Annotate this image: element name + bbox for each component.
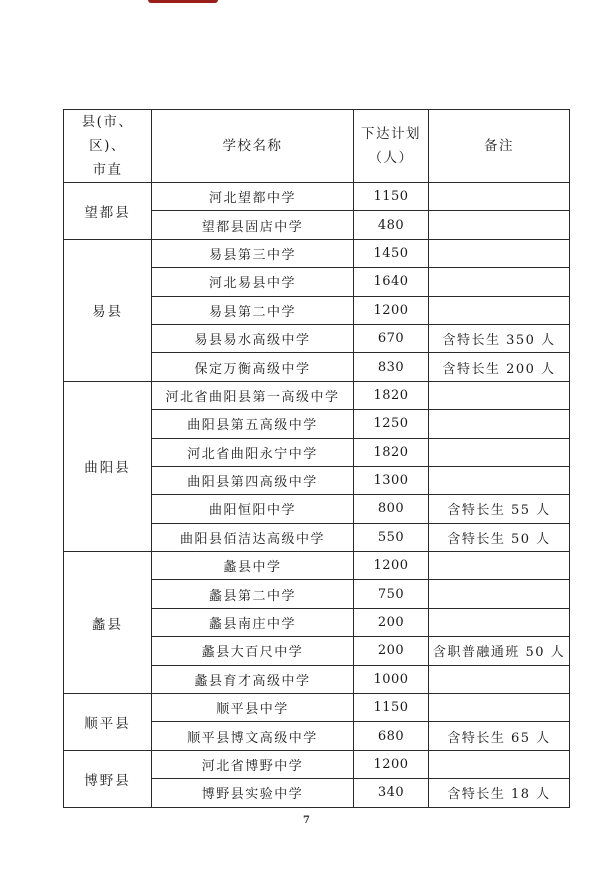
plan-count-cell: 550 [354,523,429,551]
note-cell: 含特长生 55 人 [429,495,570,523]
school-name-cell: 蠡县育才高级中学 [152,665,354,693]
note-cell [429,580,570,608]
note-cell: 含职普融通班 50 人 [429,637,570,665]
school-name-cell: 易县第三中学 [152,239,354,267]
plan-count-cell: 1250 [354,410,429,438]
note-cell [429,466,570,494]
note-cell [429,381,570,409]
note-cell [429,608,570,636]
plan-count-cell: 480 [354,211,429,239]
school-name-cell: 保定万衡高级中学 [152,353,354,381]
school-name-cell: 河北省曲阳县第一高级中学 [152,381,354,409]
table-row [64,381,570,409]
note-cell [429,211,570,239]
plan-count-cell: 1820 [354,381,429,409]
header-plan: 下达计划 （人） [354,110,429,183]
table-row [64,239,570,267]
county-cell: 曲阳县 [64,381,152,551]
enrollment-plan-table-container [63,109,570,808]
plan-count-cell: 1150 [354,183,429,211]
school-name-cell: 曲阳县第四高级中学 [152,466,354,494]
table-row [64,694,570,722]
school-name-cell: 河北易县中学 [152,268,354,296]
table-row [64,552,570,580]
note-cell [429,438,570,466]
county-cell: 望都县 [64,183,152,240]
county-cell: 顺平县 [64,694,152,751]
note-cell [429,239,570,267]
table-body [64,183,570,808]
note-cell [429,183,570,211]
plan-count-cell: 1300 [354,466,429,494]
note-cell: 含特长生 18 人 [429,779,570,807]
plan-count-cell: 1200 [354,750,429,778]
plan-count-cell: 1200 [354,296,429,324]
note-cell: 含特长生 50 人 [429,523,570,551]
county-cell: 易县 [64,239,152,381]
note-cell [429,665,570,693]
school-name-cell: 曲阳县第五高级中学 [152,410,354,438]
school-name-cell: 顺平县博文高级中学 [152,722,354,750]
plan-count-cell: 1640 [354,268,429,296]
school-name-cell: 河北省曲阳永宁中学 [152,438,354,466]
school-name-cell: 蠡县南庄中学 [152,608,354,636]
plan-count-cell: 200 [354,608,429,636]
school-name-cell: 易县易水高级中学 [152,324,354,352]
table-row [64,750,570,778]
table-header-row [64,110,570,183]
plan-count-cell: 340 [354,779,429,807]
school-name-cell: 蠡县中学 [152,552,354,580]
note-cell [429,552,570,580]
county-cell: 博野县 [64,750,152,807]
school-name-cell: 博野县实验中学 [152,779,354,807]
school-name-cell: 望都县固店中学 [152,211,354,239]
header-county: 县(市、区)、 市直 [64,110,152,183]
top-red-bar-decoration [148,0,218,3]
plan-count-cell: 1820 [354,438,429,466]
note-cell: 含特长生 65 人 [429,722,570,750]
note-cell [429,750,570,778]
page-number: 7 [303,815,310,826]
school-name-cell: 河北望都中学 [152,183,354,211]
note-cell [429,410,570,438]
school-name-cell: 蠡县大百尺中学 [152,637,354,665]
school-name-cell: 河北省博野中学 [152,750,354,778]
school-name-cell: 曲阳恒阳中学 [152,495,354,523]
header-note: 备注 [429,110,570,183]
plan-count-cell: 800 [354,495,429,523]
header-school-name: 学校名称 [152,110,354,183]
school-name-cell: 易县第二中学 [152,296,354,324]
note-cell [429,268,570,296]
county-cell: 蠡县 [64,552,152,694]
table-row [64,183,570,211]
school-name-cell: 蠡县第二中学 [152,580,354,608]
school-name-cell: 顺平县中学 [152,694,354,722]
plan-count-cell: 750 [354,580,429,608]
plan-count-cell: 670 [354,324,429,352]
plan-count-cell: 200 [354,637,429,665]
note-cell [429,296,570,324]
school-name-cell: 曲阳县佰洁达高级中学 [152,523,354,551]
plan-count-cell: 1000 [354,665,429,693]
plan-count-cell: 1200 [354,552,429,580]
enrollment-plan-table [63,109,570,808]
plan-count-cell: 1450 [354,239,429,267]
plan-count-cell: 680 [354,722,429,750]
note-cell [429,694,570,722]
note-cell: 含特长生 350 人 [429,324,570,352]
note-cell: 含特长生 200 人 [429,353,570,381]
plan-count-cell: 830 [354,353,429,381]
plan-count-cell: 1150 [354,694,429,722]
